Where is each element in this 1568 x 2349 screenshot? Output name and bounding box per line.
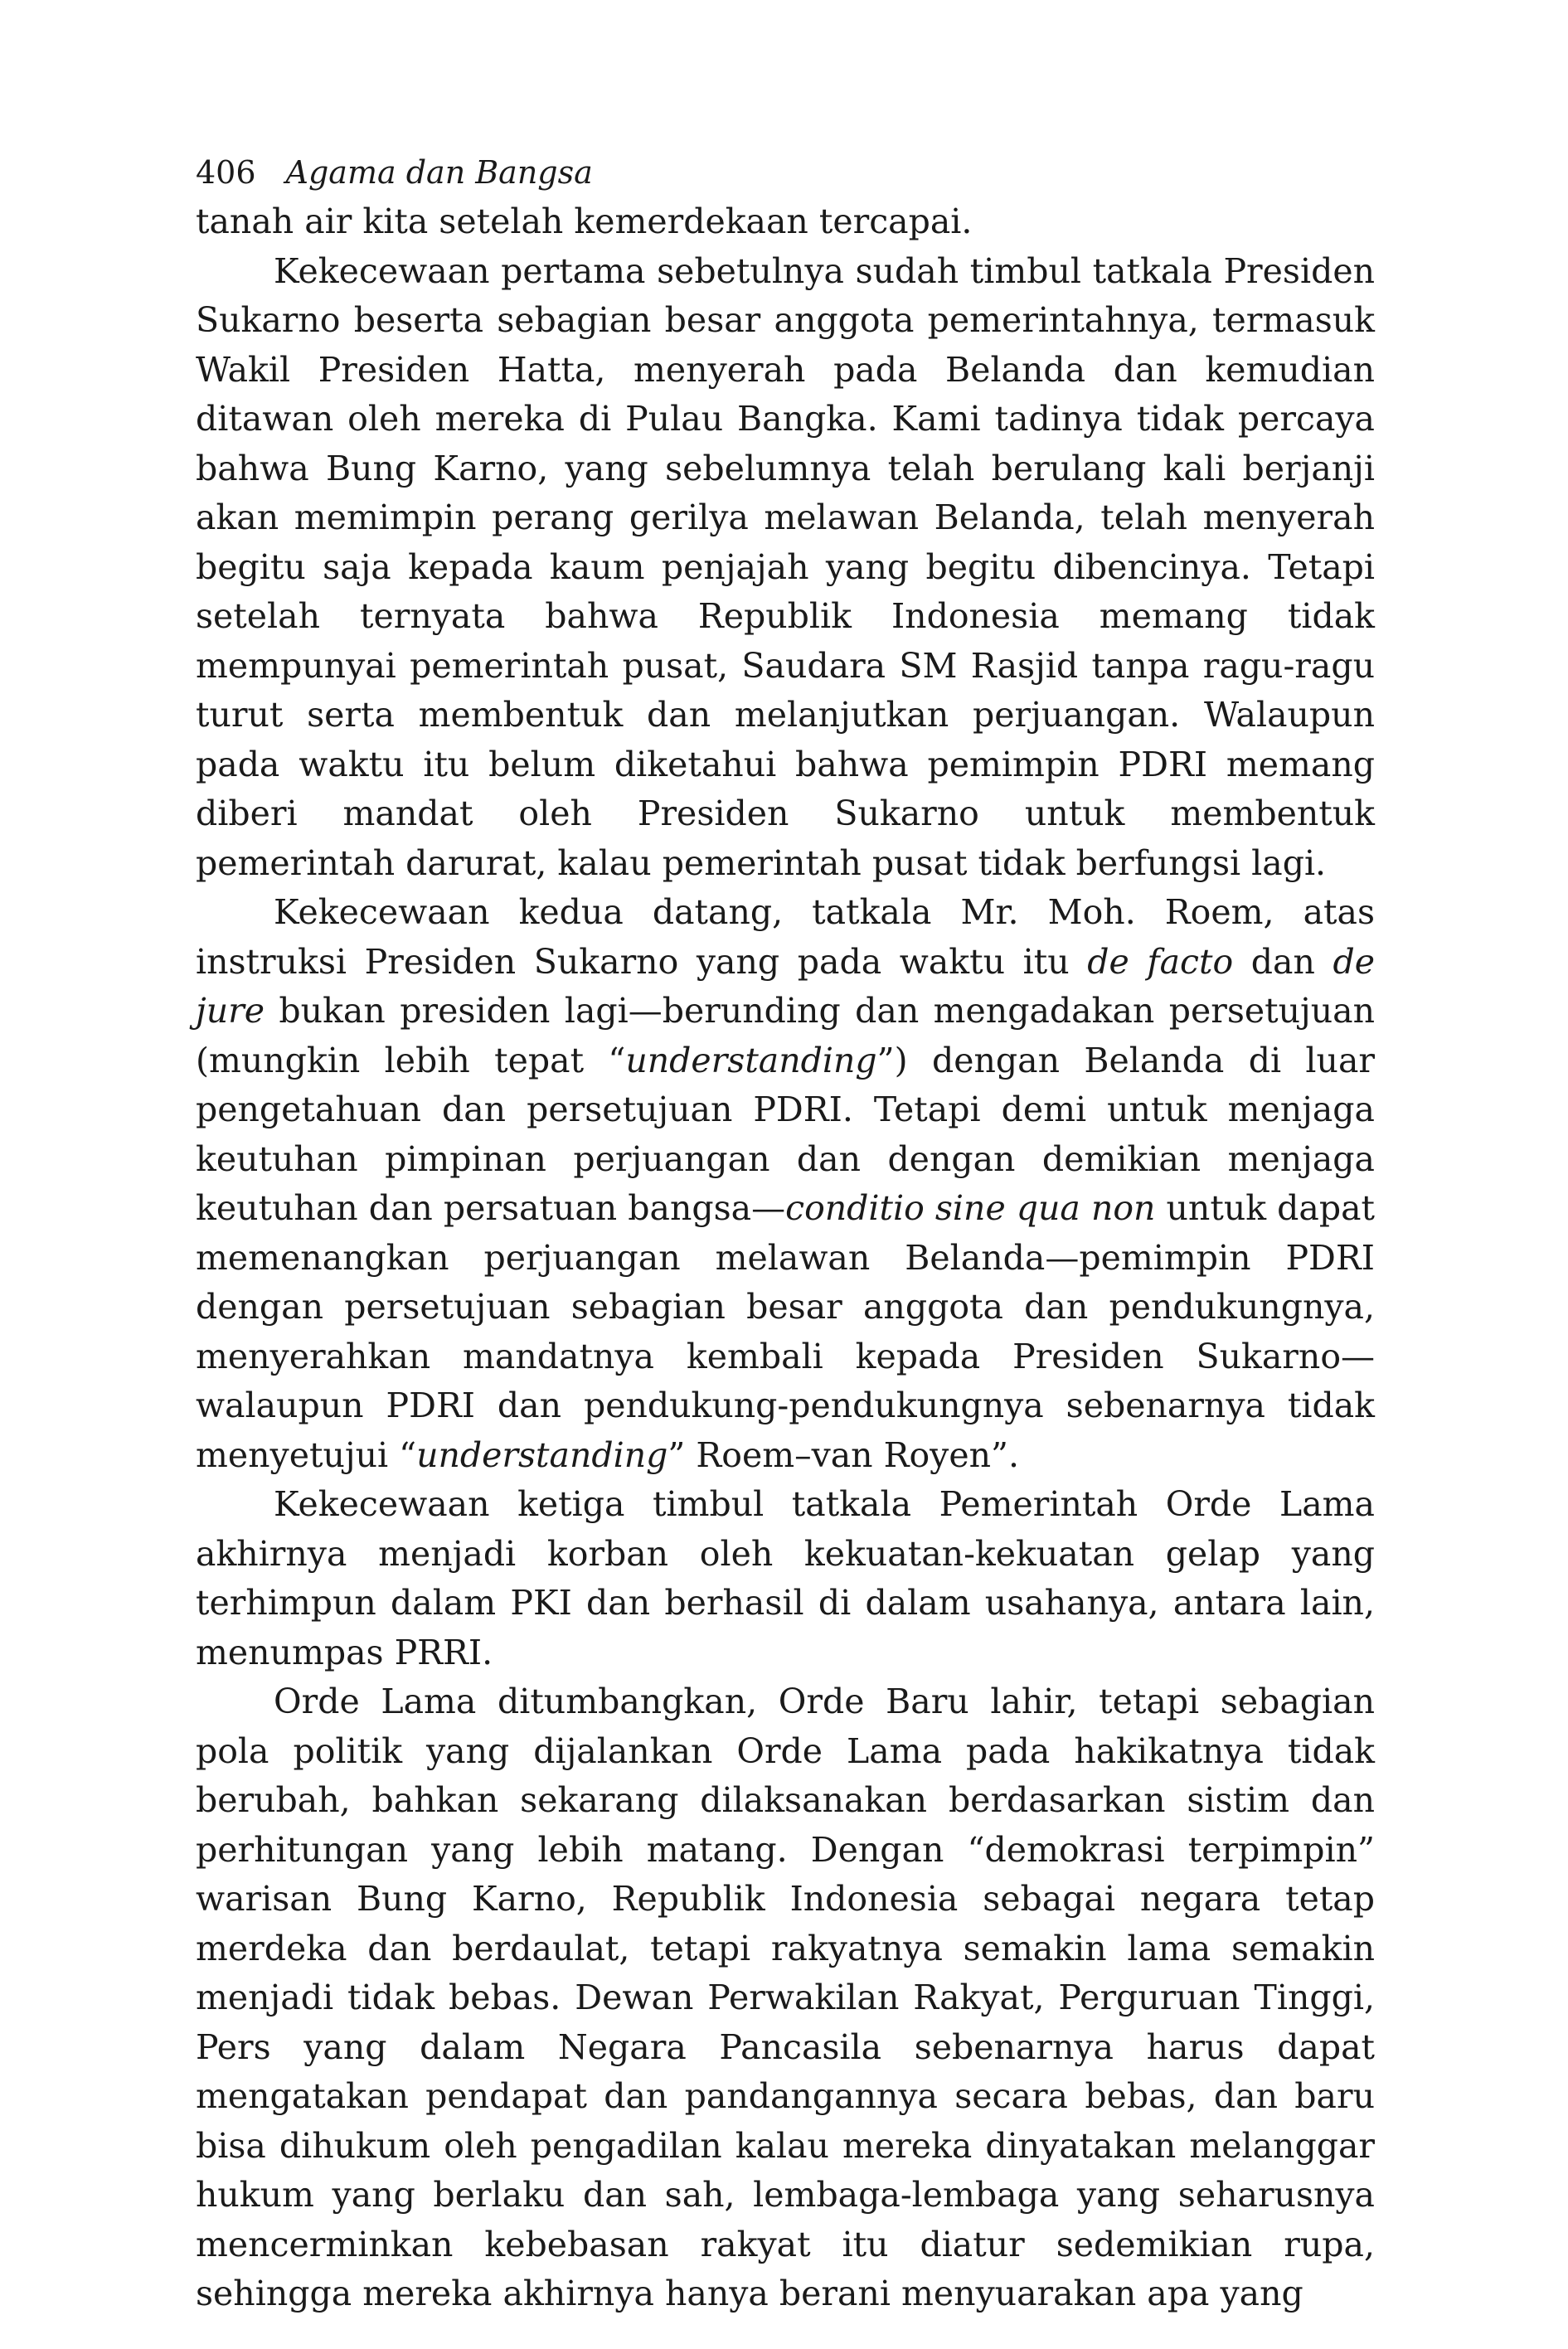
- paragraph-2: [196, 247, 1375, 889]
- italic-term: de jure: [196, 941, 1375, 1031]
- italic-term: de facto: [1087, 941, 1234, 982]
- body-text: [196, 197, 1375, 2319]
- paragraph-3: [196, 888, 1375, 1480]
- paragraph-1: [196, 197, 1375, 247]
- text-run: Kekecewaan kedua datang, tatkala Mr. Moh. Roem, atas instruksi Presiden Sukarno yang pada waktu itu: [196, 892, 1375, 982]
- text-run: tanah air kita setelah kemerdekaan tercapai.: [196, 201, 973, 241]
- text-run: dan: [1233, 941, 1333, 982]
- italic-term: understanding: [416, 1434, 668, 1475]
- book-page: [196, 148, 1375, 2319]
- paragraph-4: [196, 1480, 1375, 1677]
- running-title: Agama dan Bangsa: [285, 154, 593, 191]
- text-run: bukan presiden lagi—berunding dan mengadakan persetujuan (mungkin lebih tepat “: [196, 991, 1375, 1080]
- italic-term: understanding: [625, 1040, 877, 1080]
- paragraph-5: [196, 1677, 1375, 2319]
- text-run: Kekecewaan pertama sebetulnya sudah timbul tatkala Presiden Sukarno beserta sebagian besar anggota pemerintahnya, termasuk Wakil Presiden Hatta, menyerah pada Belanda dan kemudian ditawan oleh mereka di Pulau Bangka. Kami tadinya tidak percaya bahwa Bung Karno, yang sebelumnya telah berulang kali berjanji akan memimpin perang gerilya melawan Belanda, telah menyerah begitu saja kepada kaum penjajah yang begitu dibencinya. Tetapi setelah ternyata bahwa Republik Indonesia memang tidak mempunyai pemerintah pusat, Saudara SM Rasjid tanpa ragu-ragu turut serta membentuk dan melanjutkan perjuangan. Walaupun pada waktu itu belum diketahui bahwa pemimpin PDRI memang diberi mandat oleh Presiden Sukarno untuk membentuk pemerintah darurat, kalau pemerintah pusat tidak berfungsi lagi.: [196, 250, 1375, 883]
- text-run: Kekecewaan ketiga timbul tatkala Pemerintah Orde Lama akhirnya menjadi korban oleh kekuatan-kekuatan gelap yang terhimpun dalam PKI dan berhasil di dalam usahanya, antara lain, menumpas PRRI.: [196, 1484, 1375, 1672]
- page-number: 406: [196, 154, 256, 191]
- text-run: Orde Lama ditumbangkan, Orde Baru lahir, tetapi sebagian pola politik yang dijalankan Orde Lama pada hakikatnya tidak berubah, bahkan sekarang dilaksanakan berdasarkan sistim dan perhitungan yang lebih matang. Dengan “demokrasi terpimpin” warisan Bung Karno, Republik Indonesia sebagai negara tetap merdeka dan berdaulat, tetapi rakyatnya semakin lama semakin menjadi tidak bebas. Dewan Perwakilan Rakyat, Perguruan Tinggi, Pers yang dalam Negara Pancasila sebenarnya harus dapat mengatakan pendapat dan pandangannya secara bebas, dan baru bisa dihukum oleh pengadilan kalau mereka dinyatakan melanggar hukum yang berlaku dan sah, lembaga-lembaga yang seharusnya mencerminkan kebebasan rakyat itu diatur sedemikian rupa, sehingga mereka akhirnya hanya berani menyuarakan apa yang: [196, 1682, 1375, 2313]
- text-run: untuk dapat memenangkan perjuangan melawan Belanda—pemimpin PDRI dengan persetujuan sebagian besar anggota dan pendukungnya, menyerahkan mandatnya kembali kepada Presiden Sukarno—walaupun PDRI dan pendukung-pendukungnya sebenarnya tidak menyetujui “: [196, 1188, 1375, 1475]
- italic-term: conditio sine qua non: [785, 1188, 1156, 1228]
- running-head: [196, 148, 1375, 197]
- text-run: ”) dengan Belanda di luar pengetahuan dan persetujuan PDRI. Tetapi demi untuk menjaga keutuhan pimpinan perjuangan dan dengan demikian menjaga keutuhan dan persatuan bangsa—: [196, 1040, 1375, 1228]
- text-run: ” Roem–van Royen”.: [667, 1434, 1020, 1475]
